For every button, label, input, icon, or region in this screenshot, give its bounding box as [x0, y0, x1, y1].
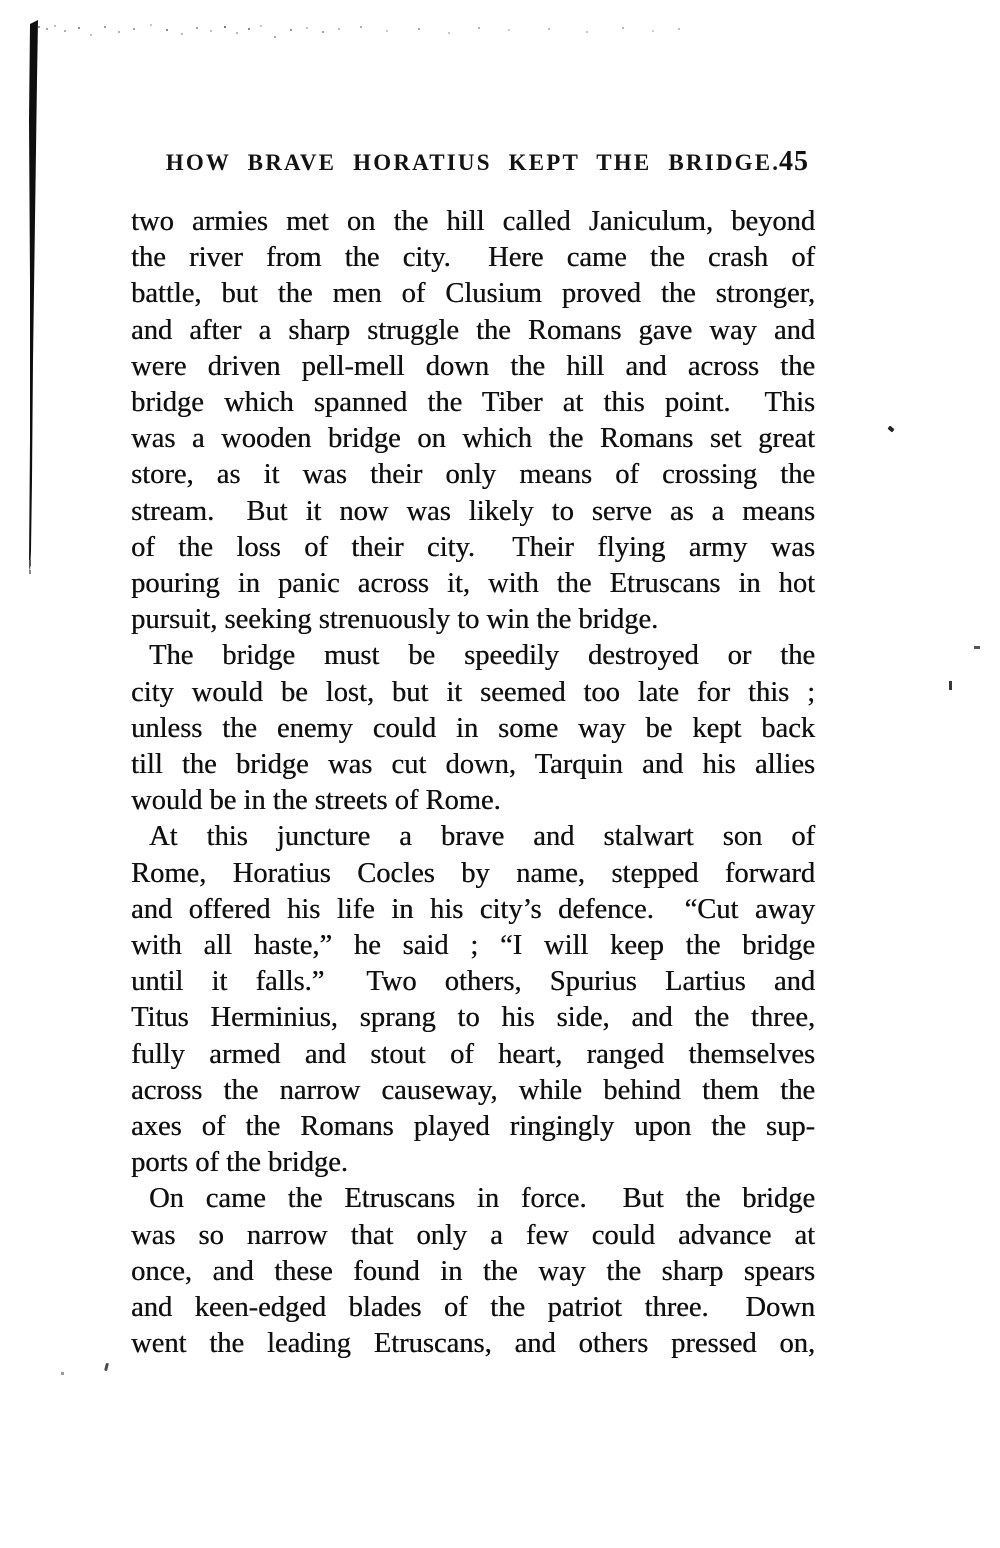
text-block — [131, 204, 815, 1363]
scan-gutter-line — [28, 20, 40, 580]
text-line: till the bridge was cut down, Tarquin and his allies — [131, 749, 815, 781]
text-line: battle, but the men of Clusium proved the stronger, — [131, 278, 815, 310]
text-line: until it falls.” Two others, Spurius Lartius and — [131, 966, 815, 998]
text-line: was a wooden bridge on which the Romans set great — [131, 423, 815, 455]
text-line: store, as it was their only means of crossing the — [131, 459, 815, 491]
scan-speck — [887, 426, 894, 433]
text-line: and offered his life in his city’s defence. “Cut away — [131, 893, 815, 925]
text-line: city would be lost, but it seemed too late for this ; — [131, 676, 815, 708]
text-line: went the leading Etruscans, and others pressed on, — [131, 1328, 815, 1360]
scan-speck — [61, 1372, 64, 1375]
scan-speck — [949, 681, 952, 690]
text-line: once, and these found in the way the sharp spears — [131, 1255, 815, 1287]
text-line: of the loss of their city. Their flying army was — [131, 531, 815, 563]
text-line: The bridge must be speedily destroyed or the — [149, 640, 815, 672]
text-line: were driven pell-mell down the hill and across the — [131, 350, 815, 382]
text-line: would be in the streets of Rome. — [131, 785, 501, 817]
text-line: bridge which spanned the Tiber at this point. This — [131, 387, 815, 419]
text-line: axes of the Romans played ringingly upon the sup- — [131, 1111, 815, 1143]
text-line: ports of the bridge. — [131, 1147, 348, 1179]
running-title: HOW BRAVE HORATIUS KEPT THE BRIDGE. — [165, 150, 781, 175]
page-header — [131, 146, 815, 180]
text-line: At this juncture a brave and stalwart son of — [149, 821, 815, 853]
text-line: On came the Etruscans in force. But the bridge — [149, 1183, 815, 1215]
text-line: and keen-edged blades of the patriot three. Down — [131, 1292, 815, 1324]
text-line: and after a sharp struggle the Romans gave way and — [131, 314, 815, 346]
text-line: Rome, Horatius Cocles by name, stepped forward — [131, 857, 815, 889]
text-line: unless the enemy could in some way be kept back — [131, 712, 815, 744]
text-line: pursuit, seeking strenuously to win the bridge. — [131, 604, 659, 636]
text-line: was so narrow that only a few could advance at — [131, 1219, 815, 1251]
text-line: fully armed and stout of heart, ranged themselves — [131, 1038, 815, 1070]
page-number: 45 — [779, 146, 809, 177]
text-line: two armies met on the hill called Janiculum, beyond — [131, 206, 815, 237]
scan-speck — [974, 646, 980, 649]
scan-noise-specks — [38, 26, 40, 28]
text-line: pouring in panic across it, with the Etruscans in hot — [131, 568, 815, 600]
text-line: stream. But it now was likely to serve as a means — [131, 495, 815, 527]
text-line: Titus Herminius, sprang to his side, and the three, — [131, 1002, 815, 1034]
text-line: the river from the city. Here came the crash of — [131, 242, 815, 274]
text-line: across the narrow causeway, while behind them the — [131, 1074, 815, 1106]
scan-speck — [104, 1363, 109, 1371]
text-line: with all haste,” he said ; “I will keep the bridge — [131, 930, 815, 962]
